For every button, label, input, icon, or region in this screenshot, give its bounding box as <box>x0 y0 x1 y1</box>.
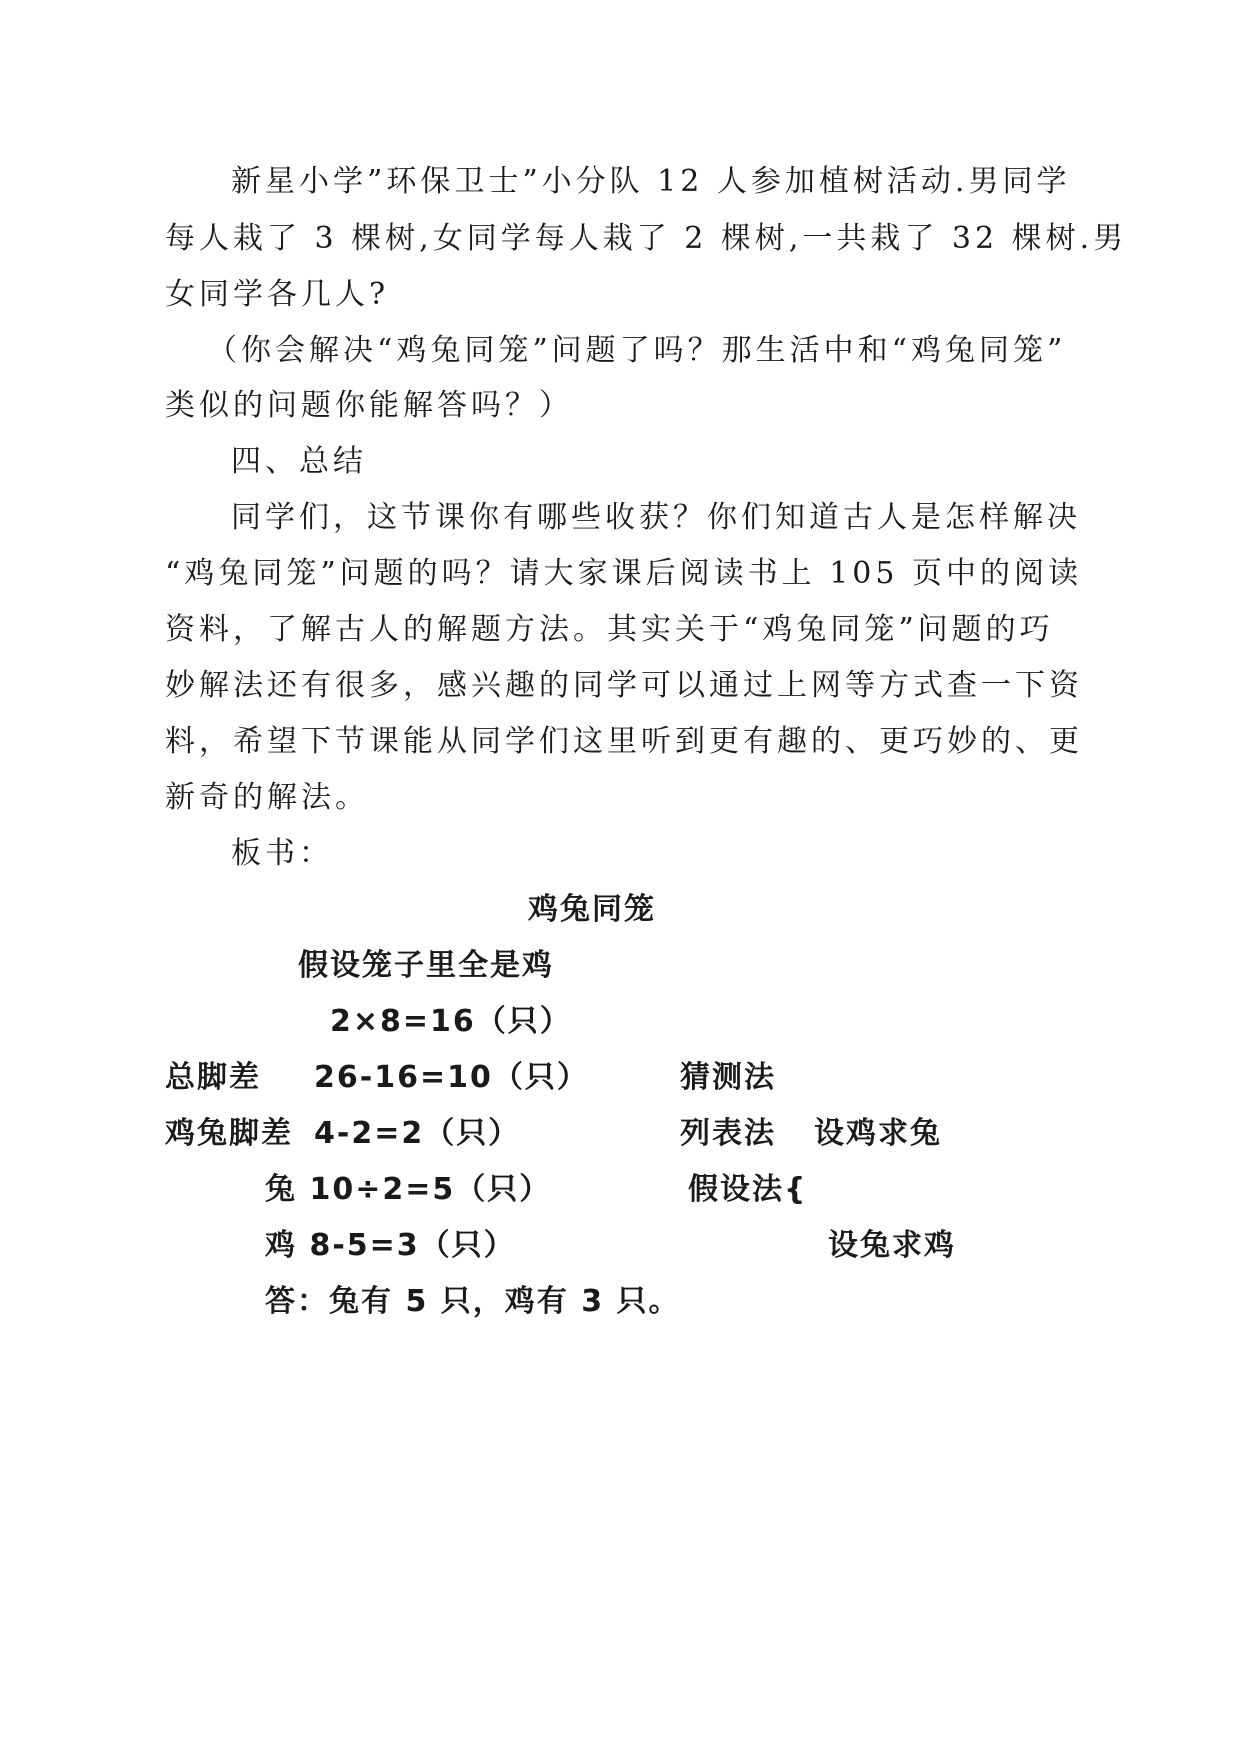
summary-line-1: 同学们，这节课你有哪些收获？你们知道古人是怎样解决 <box>231 500 1081 535</box>
method-assume: 假设法{ <box>688 1172 808 1207</box>
board-label: 板书： <box>231 836 333 871</box>
board-answer: 答：兔有 5 只，鸡有 3 只。 <box>265 1284 681 1319</box>
method-table: 列表法 <box>680 1116 776 1151</box>
summary-line-6: 新奇的解法。 <box>165 780 369 815</box>
summary-line-4: 妙解法还有很多，感兴趣的同学可以通过上网等方式查一下资 <box>165 668 1083 703</box>
board-diff2-label: 鸡兔脚差 <box>165 1116 293 1151</box>
method-table-sub: 设鸡求兔 <box>814 1116 942 1151</box>
summary-line-3: 资料，了解古人的解题方法。其实关于“鸡兔同笼”问题的巧 <box>165 612 1054 647</box>
board-diff-label: 总脚差 <box>165 1060 261 1095</box>
board-title: 鸡兔同笼 <box>528 892 656 927</box>
board-calc-1: 2×8=16（只） <box>330 1004 572 1039</box>
board-diff2-calc: 4-2=2（只） <box>314 1116 521 1151</box>
question-line-1: （你会解决“鸡兔同笼”问题了吗？那生活中和“鸡兔同笼” <box>207 333 1067 368</box>
question-line-2: 类似的问题你能解答吗？） <box>165 388 573 423</box>
section-heading: 四、总结 <box>231 444 367 479</box>
problem-line-2: 每人栽了 3 棵树,女同学每人栽了 2 棵树,一共栽了 32 棵树.男 <box>165 221 1128 256</box>
method-assume-sub: 设兔求鸡 <box>828 1228 956 1263</box>
board-rabbit-calc: 兔 10÷2=5（只） <box>265 1172 552 1207</box>
board-diff-calc: 26-16=10（只） <box>314 1060 589 1095</box>
summary-line-5: 料，希望下节课能从同学们这里听到更有趣的、更巧妙的、更 <box>165 724 1083 759</box>
problem-line-1: 新星小学”环保卫士”小分队 12 人参加植树活动.男同学 <box>231 164 1071 199</box>
board-chicken-calc: 鸡 8-5=3（只） <box>265 1228 516 1263</box>
board-assume: 假设笼子里全是鸡 <box>298 948 554 983</box>
summary-line-2: “鸡兔同笼”问题的吗？请大家课后阅读书上 105 页中的阅读 <box>165 556 1083 591</box>
problem-line-3: 女同学各几人? <box>165 277 390 312</box>
method-guess: 猜测法 <box>680 1060 776 1095</box>
